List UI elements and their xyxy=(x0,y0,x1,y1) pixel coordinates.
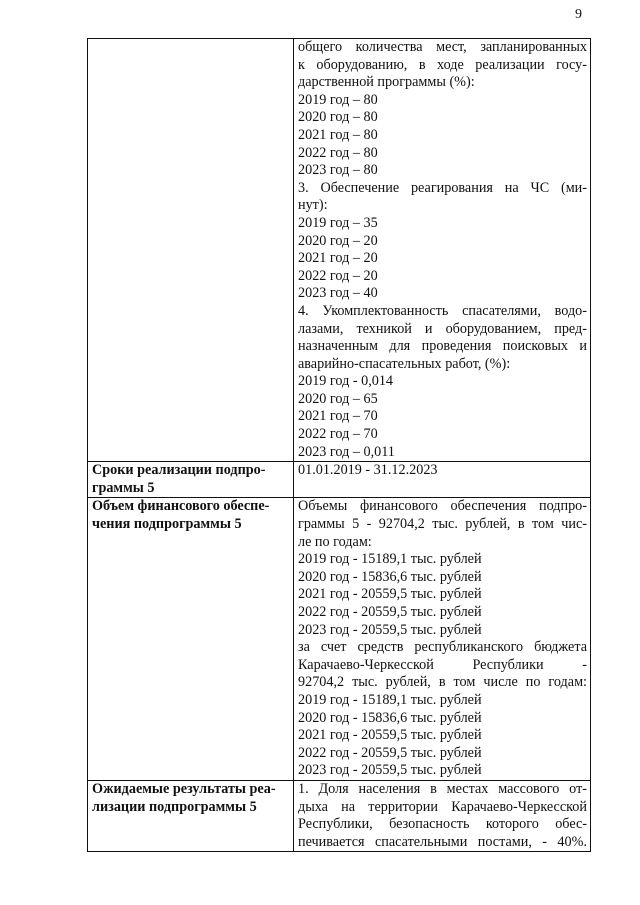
value-line: 2019 год - 0,014 xyxy=(298,373,394,390)
value-line: 2022 год - 20559,5 тыс. рублей xyxy=(298,604,482,620)
row-label-cell xyxy=(88,498,294,781)
label-line: чения подпрограммы 5 xyxy=(92,516,242,533)
value-line: 3. Обеспечение реагирования на ЧС (ми- xyxy=(298,179,587,196)
value-line: 92704,2 тыс. рублей, в том числе по годам: xyxy=(298,674,587,691)
value-line: 2023 год – 80 xyxy=(298,162,378,179)
value-line: аварийно-спасательных работ, (%): xyxy=(298,355,511,372)
value-line: 2019 год – 80 xyxy=(298,91,378,108)
value-line: 2022 год – 20 xyxy=(298,267,378,284)
value-line: 2021 год – 70 xyxy=(298,408,378,425)
value-line: 2022 год – 80 xyxy=(298,144,378,161)
value-line: лазами, техникой и оборудованием, пред- xyxy=(298,320,587,337)
row-value-cell xyxy=(294,462,591,498)
row-label-cell xyxy=(88,780,294,851)
label-line: Объем финансового обеспе- xyxy=(92,498,270,515)
passport-table xyxy=(87,38,591,852)
value-line: 2021 год – 20 xyxy=(298,250,378,267)
value-line: 2023 год - 20559,5 тыс. рублей xyxy=(298,621,482,638)
label-line: Сроки реализации подпро- xyxy=(92,462,266,479)
value-line: 2019 год - 15189,1 тыс. рублей xyxy=(298,551,482,568)
value-line: ле по годам: xyxy=(298,533,372,550)
page-number: 9 xyxy=(575,7,582,22)
value-line: общего количества мест, запланированных xyxy=(298,39,587,55)
value-line: граммы 5 - 92704,2 тыс. рублей, в том чис- xyxy=(298,516,587,533)
label-line: граммы 5 xyxy=(92,479,155,496)
table-row xyxy=(88,780,591,851)
value-line: 1. Доля населения в местах массового от- xyxy=(298,780,587,797)
row-label-cell xyxy=(88,462,294,498)
value-line: 01.01.2019 - 31.12.2023 xyxy=(298,462,438,479)
value-line: 2020 год – 20 xyxy=(298,232,378,249)
value-line: 2023 год – 40 xyxy=(298,285,378,302)
value-line: Карачаево-Черкесской Республики - xyxy=(298,656,587,673)
value-line: дыха на территории Карачаево-Черкесской xyxy=(298,798,587,815)
table-row xyxy=(88,462,591,498)
value-line: 2020 год – 65 xyxy=(298,390,378,407)
value-line: 2021 год - 20559,5 тыс. рублей xyxy=(298,586,482,603)
value-line: за счет средств республиканского бюджета xyxy=(298,639,587,656)
value-line: назначенным для проведения поисковых и xyxy=(298,338,587,355)
value-line: 2023 год – 0,011 xyxy=(298,443,395,460)
value-line: 2023 год - 20559,5 тыс. рублей xyxy=(298,762,482,779)
row-value-cell xyxy=(294,780,591,851)
value-line: Объемы финансового обеспечения подпро- xyxy=(298,498,587,515)
value-line: Республики, безопасность которого обес- xyxy=(298,816,587,833)
value-line: печивается спасательными постами, - 40%. xyxy=(298,833,587,850)
row-label-cell xyxy=(88,39,294,462)
label-line: Ожидаемые результаты реа- xyxy=(92,780,276,797)
value-line: 2019 год - 15189,1 тыс. рублей xyxy=(298,691,482,708)
value-line: 2019 год – 35 xyxy=(298,214,378,231)
table-row xyxy=(88,498,591,781)
value-line: 2022 год – 70 xyxy=(298,426,378,443)
row-value-cell xyxy=(294,39,591,462)
value-line: нут): xyxy=(298,197,328,214)
value-line: к оборудованию, в ходе реализации госу- xyxy=(298,56,587,73)
value-line: 4. Укомплектованность спасателями, водо- xyxy=(298,302,587,319)
value-line: 2021 год - 20559,5 тыс. рублей xyxy=(298,727,482,744)
value-line: 2020 год - 15836,6 тыс. рублей xyxy=(298,709,482,726)
value-line: дарственной программы (%): xyxy=(298,74,475,91)
value-line: 2020 год – 80 xyxy=(298,109,378,126)
row-value-cell xyxy=(294,498,591,781)
value-line: 2021 год – 80 xyxy=(298,126,378,143)
label-line: лизации подпрограммы 5 xyxy=(92,798,257,815)
table-row xyxy=(88,39,591,462)
value-line: 2020 год - 15836,6 тыс. рублей xyxy=(298,568,482,585)
value-line: 2022 год - 20559,5 тыс. рублей xyxy=(298,744,482,761)
